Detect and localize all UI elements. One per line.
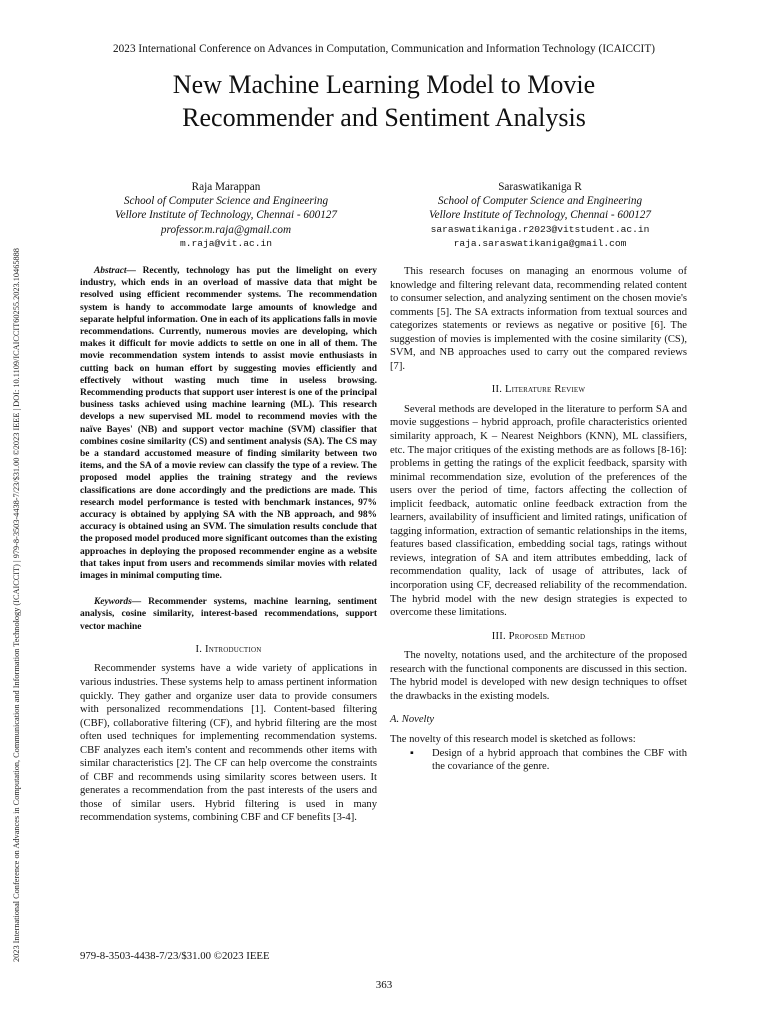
paper-title-line1: New Machine Learning Model to Movie (172, 70, 596, 99)
list-item: ▪ Design of a hybrid approach that combines the CBF with the covariance of the genre. (432, 747, 687, 774)
keywords-label: Keywords— (94, 597, 142, 608)
side-doi-text: 2023 International Conference on Advances in Computation, Communication and Information Technology (ICAICCIT) | 979-8-3503-4438-7/23/$31.00 ©2023 IEEE | DOI: 10.1109/ICAICCIT60255.2023.10465888 (12, 248, 21, 962)
author-email[interactable]: professor.m.raja@gmail.com (160, 223, 292, 236)
section-heading-literature: II. Literature Review (491, 384, 586, 396)
author-block-1 (66, 180, 386, 251)
proposed-paragraph-1: The novelty, notations used, and the architecture of the proposed research with the functional components are discussed in this section. The hybrid model is developed with new design techniques to offset the drawbacks in the existing models. (390, 650, 687, 702)
subheading-novelty: A. Novelty (390, 714, 435, 726)
section-heading-proposed: III. Proposed Method (491, 630, 586, 642)
novelty-list (390, 747, 687, 774)
novelty-paragraph: The novelty of this research model is sketched as follows: (390, 733, 636, 745)
author-name: Saraswatikaniga R (498, 181, 582, 193)
section-heading-introduction: I. Introduction (195, 643, 262, 655)
right-column-body (390, 265, 687, 774)
side-doi-note (10, 62, 26, 962)
keywords (80, 596, 377, 633)
abstract-text: Recently, technology has put the limelight on every industry, which ends in an overload of massive data that might be resolved using efficient recommender systems. The recommendation system is handy to accommodate large amounts of knowledge and separate helpful information. One in each of its applications falls in movie recommendations. Currently, numerous movies are developing, which makes it difficult for movie addicts to settle on one in all of them. The movie recommendation system intends to assist movie enthusiasts in cutting back on human effort by suggesting movies efficiently and effectively without wasting much time in useless browsing. Recommending products that support user interest is one of the principal business tasks achieved using machine learning (ML). This research develops a new supervised ML model to recommend movies with the naïve Bayes' (NB) and support vector machine (SVM) classifier that combines cosine similarity (CS) and sentiment analysis (SA). The CS may be a standard accustomed measure of finding similarity between two items, and the SA of a movie review can classify the type of a review. The proposed model applies the training strategy and the reviews classifications are done accordingly and the predictions are made. This research model performance is tested with benchmark instances, 97% accuracy is obtained by applying SA with the NB approach, and 98% accuracy is obtained using an SVM. The simulation results conclude that the proposed model produced more significant outcomes than the existing approaches in deploying the proposed recommender engine as a website that takes input from users and recommends similar movies with related images in minimal computing time. (80, 266, 377, 582)
paper-title (0, 68, 768, 134)
copyright-notice: 979-8-3503-4438-7/23/$31.00 ©2023 IEEE (80, 950, 270, 962)
author-institution: Vellore Institute of Technology, Chennai - 600127 (429, 209, 651, 222)
author-email[interactable]: raja.saraswatikaniga@gmail.com (453, 237, 627, 249)
author-affiliation: School of Computer Science and Engineering (437, 195, 643, 208)
literature-paragraph-1: Several methods are developed in the literature to perform SA and movie suggestions – hybrid approach, profile characteristics oriented similarity approach, K – Nearest Neighbors (KNN), ML classifiers, etc. The major critiques of the existing methods are as follows [8-16]: problems in getting the ratings of the explicit feedback, sparsity with minimal recommendation size, evolution of the preferences of the users over the period of time, factors affecting the collection of implicit feedback, automatic online feedback extraction from the learners, availability of insufficient and limited ratings, unification of tagging information, extraction of semantic relationships in the items, features based classification, embedding social tags, ratings without reviews, integration of SA and item attributes embedding, lack of recommendation quality, lack of usage of attributes, lack of incorporation using CF, decreased reliability of the recommendation. The hybrid model with the new design strategies is expected to overcome these limitations. (390, 403, 687, 619)
keywords-text: Recommender systems, machine learning, sentiment analysis, cosine similarity, interest-based recommendations, support vector machine (80, 597, 377, 632)
left-column (80, 265, 377, 825)
author-institution: Vellore Institute of Technology, Chennai - 600127 (115, 209, 337, 222)
paper-title-line2: Recommender and Sentiment Analysis (182, 103, 586, 132)
page-number: 363 (375, 979, 393, 991)
author-block-2 (380, 180, 700, 251)
intro-paragraph-1: Recommender systems have a wide variety of applications in various industries. These systems help to amass pertinent information quickly. They gather and organize user data to provide consumers with personalized recommendations [1]. Content-based filtering (CBF), collaborative filtering (CF), and hybrid filtering are the most often used techniques for implementing recommendation systems. CBF analyzes each item's content and recommends other items with similar characteristics [2]. The CF can help overcome the constraints of CBF and recommends using similarity scores between users. It generates a recommendation from the past interests of the users and those of similar users. Hybrid filtering is used in many recommendation systems, combining CBF and CF benefits [3-4]. (80, 663, 377, 824)
intro-paragraph-2: This research focuses on managing an enormous volume of knowledge and filtering relevant data, recommending related content to consumer selection, and analyzing sentiment on the chosen movie's comments [5]. The SA extracts information from textual sources and categorizes statements or reviews as negative or positive [6]. The suggestion of movies is implemented with the cosine similarity (CS), SVM, and NB approaches used to carry out the compared reviews [7]. (390, 266, 687, 372)
author-email[interactable]: saraswatikaniga.r2023@vitstudent.ac.in (430, 223, 650, 235)
abstract (80, 265, 377, 582)
author-affiliation: School of Computer Science and Engineering (123, 195, 329, 208)
abstract-label: Abstract— (94, 266, 136, 276)
conference-header: 2023 International Conference on Advances in Computation, Communication and Information Technology (ICAICCIT) (113, 43, 655, 55)
author-name: Raja Marappan (191, 181, 261, 193)
author-email[interactable]: m.raja@vit.ac.in (179, 237, 273, 249)
